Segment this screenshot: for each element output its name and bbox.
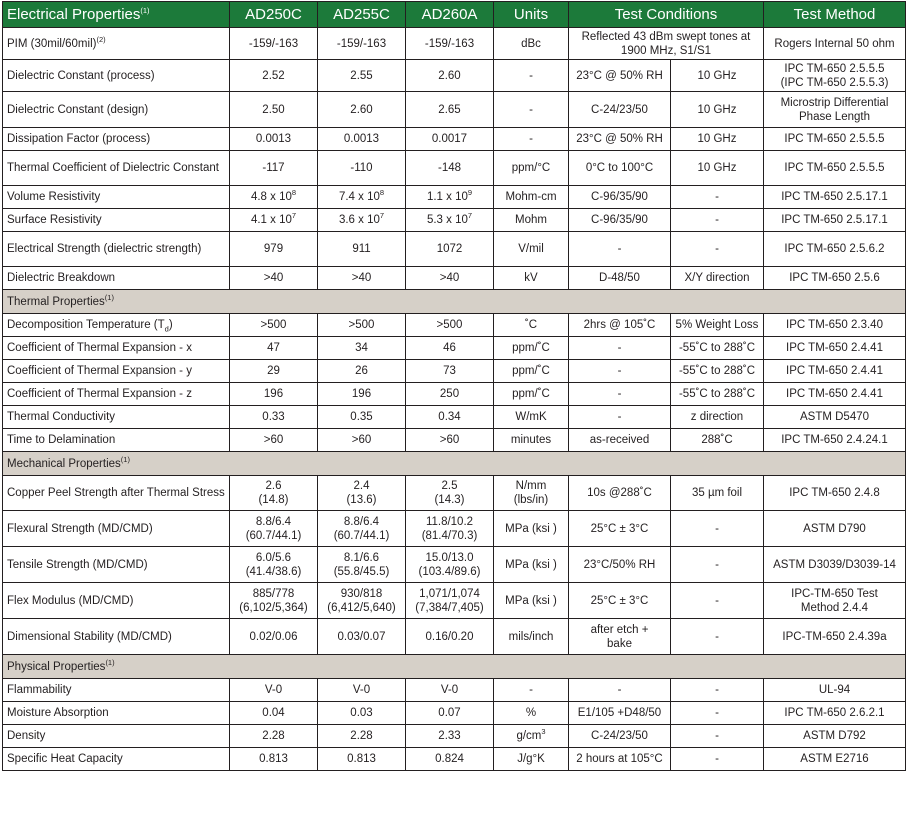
test-condition-2: - (671, 583, 764, 619)
value-ad255c: 2.55 (318, 60, 406, 92)
property-name: Time to Delamination (3, 429, 230, 452)
test-method: IPC-TM-650 Test Method 2.4.4 (764, 583, 906, 619)
test-condition-2: - (671, 547, 764, 583)
value-ad255c: 0.35 (318, 406, 406, 429)
units: W/mK (494, 406, 569, 429)
value-ad255c: 0.03 (318, 702, 406, 725)
value-ad260a: 1.1 x $10^9$ (406, 186, 494, 209)
test-condition-1: - (569, 406, 671, 429)
value-ad260a: >60 (406, 429, 494, 452)
value-ad255c: 2.60 (318, 92, 406, 128)
test-condition-2: 10 GHz (671, 60, 764, 92)
section-header-mechanical: Mechanical Properties$^{(1)}$ (3, 452, 906, 476)
value-ad260a: 73 (406, 360, 494, 383)
value-ad255c: >500 (318, 314, 406, 337)
header-row (3, 2, 906, 28)
test-condition-1: - (569, 679, 671, 702)
units: J/g°K (494, 748, 569, 771)
value-ad255c: >60 (318, 429, 406, 452)
test-condition-1: as-received (569, 429, 671, 452)
value-ad260a: 0.16/0.20 (406, 619, 494, 655)
test-method: IPC TM-650 2.3.40 (764, 314, 906, 337)
test-condition-2: 5% Weight Loss (671, 314, 764, 337)
test-method: IPC TM-650 2.4.41 (764, 360, 906, 383)
property-name: Moisture Absorption (3, 702, 230, 725)
value-ad260a: 15.0/13.0 (103.4/89.6) (406, 547, 494, 583)
test-method: IPC TM-650 2.6.2.1 (764, 702, 906, 725)
test-method: IPC TM-650 2.5.5.5 (IPC TM-650 2.5.5.3) (764, 60, 906, 92)
value-ad250c: >60 (230, 429, 318, 452)
test-method: UL-94 (764, 679, 906, 702)
property-name: Dimensional Stability (MD/CMD) (3, 619, 230, 655)
units: Mohm (494, 209, 569, 232)
table-row (3, 360, 906, 383)
test-condition-2: - (671, 619, 764, 655)
value-ad255c: -110 (318, 151, 406, 186)
test-condition-1: 2 hours at 105°C (569, 748, 671, 771)
table-row (3, 406, 906, 429)
test-method: ASTM D5470 (764, 406, 906, 429)
value-ad255c: 0.0013 (318, 128, 406, 151)
units: N/mm (lbs/in) (494, 476, 569, 511)
property-name: Dielectric Constant (design) (3, 92, 230, 128)
table-row (3, 383, 906, 406)
value-ad260a: 1,071/1,074 (7,384/7,405) (406, 583, 494, 619)
value-ad250c: 2.52 (230, 60, 318, 92)
property-name: Flammability (3, 679, 230, 702)
test-condition-2: 288˚C (671, 429, 764, 452)
value-ad255c: 8.1/6.6 (55.8/45.5) (318, 547, 406, 583)
test-condition-2: -55˚C to 288˚C (671, 383, 764, 406)
value-ad255c: 2.4 (13.6) (318, 476, 406, 511)
value-ad250c: 2.6 (14.8) (230, 476, 318, 511)
value-ad260a: 46 (406, 337, 494, 360)
table-row (3, 511, 906, 547)
units: minutes (494, 429, 569, 452)
test-method: IPC TM-650 2.5.17.1 (764, 186, 906, 209)
property-name: Copper Peel Strength after Thermal Stress (3, 476, 230, 511)
test-condition-1: - (569, 383, 671, 406)
test-condition-1: 23°C/50% RH (569, 547, 671, 583)
value-ad255c: 3.6 x $10^7$ (318, 209, 406, 232)
test-condition-1: 25°C ± 3°C (569, 583, 671, 619)
table-row (3, 476, 906, 511)
table-row (3, 186, 906, 209)
value-ad260a: V-0 (406, 679, 494, 702)
section-header-physical: Physical Properties$^{(1)}$ (3, 655, 906, 679)
value-ad250c: 885/778 (6,102/5,364) (230, 583, 318, 619)
table-row (3, 314, 906, 337)
value-ad255c: -159/-163 (318, 28, 406, 60)
value-ad255c: 2.28 (318, 725, 406, 748)
value-ad255c: 0.03/0.07 (318, 619, 406, 655)
table-row (3, 725, 906, 748)
test-condition-2: - (671, 748, 764, 771)
value-ad250c: 4.8 x $10^8$ (230, 186, 318, 209)
property-name: Flex Modulus (MD/CMD) (3, 583, 230, 619)
test-method: IPC TM-650 2.4.41 (764, 337, 906, 360)
value-ad260a: 2.65 (406, 92, 494, 128)
test-condition-1: D-48/50 (569, 267, 671, 290)
test-condition-2: z direction (671, 406, 764, 429)
property-name: Specific Heat Capacity (3, 748, 230, 771)
units: Mohm-cm (494, 186, 569, 209)
property-name: Dielectric Breakdown (3, 267, 230, 290)
test-condition-1: 23°C @ 50% RH (569, 128, 671, 151)
test-condition-1: 10s @288˚C (569, 476, 671, 511)
units: $g/cm^3$ (494, 725, 569, 748)
test-method: IPC TM-650 2.4.41 (764, 383, 906, 406)
units: ppm/˚C (494, 337, 569, 360)
test-condition-1: C-24/23/50 (569, 725, 671, 748)
test-method: Rogers Internal 50 ohm (764, 28, 906, 60)
test-method: IPC TM-650 2.5.5.5 (764, 128, 906, 151)
value-ad250c: 0.04 (230, 702, 318, 725)
test-condition-2: 35 µm foil (671, 476, 764, 511)
test-condition: Reflected 43 dBm swept tones at 1900 MHz, S1/S1 (569, 28, 764, 60)
property-name: Thermal Conductivity (3, 406, 230, 429)
value-ad255c: V-0 (318, 679, 406, 702)
value-ad255c: 26 (318, 360, 406, 383)
table-row (3, 28, 906, 60)
table-row (3, 429, 906, 452)
property-name: Density (3, 725, 230, 748)
test-condition-1: C-96/35/90 (569, 186, 671, 209)
test-condition-1: 25°C ± 3°C (569, 511, 671, 547)
test-condition-2: - (671, 186, 764, 209)
property-name: Flexural Strength (MD/CMD) (3, 511, 230, 547)
value-ad250c: -117 (230, 151, 318, 186)
test-method: Microstrip Differential Phase Length (764, 92, 906, 128)
property-name: Tensile Strength (MD/CMD) (3, 547, 230, 583)
test-method: ASTM D792 (764, 725, 906, 748)
header-test-conditions: Test Conditions (569, 2, 764, 28)
test-condition-2: X/Y direction (671, 267, 764, 290)
table-row (3, 60, 906, 92)
test-condition-2: - (671, 702, 764, 725)
header-units: Units (494, 2, 569, 28)
units: mils/inch (494, 619, 569, 655)
test-condition-2: -55˚C to 288˚C (671, 360, 764, 383)
test-method: ASTM E2716 (764, 748, 906, 771)
units: MPa (ksi ) (494, 511, 569, 547)
test-condition-1: 2hrs @ 105˚C (569, 314, 671, 337)
test-condition-2: 10 GHz (671, 151, 764, 186)
property-name: Volume Resistivity (3, 186, 230, 209)
value-ad250c: 0.0013 (230, 128, 318, 151)
test-condition-1: - (569, 337, 671, 360)
value-ad250c: 196 (230, 383, 318, 406)
property-name: Decomposition Temperature $(T_d)$ (3, 314, 230, 337)
units: V/mil (494, 232, 569, 267)
value-ad260a: >500 (406, 314, 494, 337)
test-method: IPC TM-650 2.4.24.1 (764, 429, 906, 452)
test-condition-1: 0°C to 100°C (569, 151, 671, 186)
test-condition-1: - (569, 232, 671, 267)
units: - (494, 60, 569, 92)
test-condition-1: C-96/35/90 (569, 209, 671, 232)
units: ppm/˚C (494, 383, 569, 406)
test-condition-1: 23°C @ 50% RH (569, 60, 671, 92)
property-name: Electrical Strength (dielectric strength) (3, 232, 230, 267)
property-name: Dielectric Constant (process) (3, 60, 230, 92)
value-ad250c: 0.813 (230, 748, 318, 771)
table-row (3, 232, 906, 267)
value-ad260a: -159/-163 (406, 28, 494, 60)
table-row (3, 151, 906, 186)
value-ad250c: >40 (230, 267, 318, 290)
property-name: Coefficient of Thermal Expansion - y (3, 360, 230, 383)
units: - (494, 128, 569, 151)
section-header-thermal: Thermal Properties$^{(1)}$ (3, 290, 906, 314)
property-name: Dissipation Factor (process) (3, 128, 230, 151)
header-test-method: Test Method (764, 2, 906, 28)
value-ad250c: 2.28 (230, 725, 318, 748)
table-row (3, 679, 906, 702)
value-ad260a: 5.3 x $10^7$ (406, 209, 494, 232)
value-ad250c: 0.33 (230, 406, 318, 429)
value-ad260a: 0.824 (406, 748, 494, 771)
value-ad260a: 11.8/10.2 (81.4/70.3) (406, 511, 494, 547)
value-ad260a: 250 (406, 383, 494, 406)
test-condition-1: C-24/23/50 (569, 92, 671, 128)
test-condition-2: 10 GHz (671, 128, 764, 151)
value-ad260a: 0.0017 (406, 128, 494, 151)
units: ppm/˚C (494, 360, 569, 383)
table-row (3, 337, 906, 360)
table-row (3, 583, 906, 619)
test-method: ASTM D3039/D3039-14 (764, 547, 906, 583)
test-condition-1: after etch + bake (569, 619, 671, 655)
value-ad260a: 1072 (406, 232, 494, 267)
header-electrical-properties: Electrical Properties$^{(1)}$ (3, 2, 230, 28)
units: MPa (ksi ) (494, 547, 569, 583)
table-row (3, 748, 906, 771)
test-condition-2: -55˚C to 288˚C (671, 337, 764, 360)
value-ad260a: 0.34 (406, 406, 494, 429)
value-ad260a: >40 (406, 267, 494, 290)
table-row (3, 209, 906, 232)
test-method: ASTM D790 (764, 511, 906, 547)
property-name: Coefficient of Thermal Expansion - z (3, 383, 230, 406)
test-method: IPC TM-650 2.5.5.5 (764, 151, 906, 186)
table-row (3, 619, 906, 655)
value-ad255c: 7.4 x $10^8$ (318, 186, 406, 209)
value-ad255c: 930/818 (6,412/5,640) (318, 583, 406, 619)
test-condition-2: - (671, 679, 764, 702)
value-ad255c: 911 (318, 232, 406, 267)
property-name: Thermal Coefficient of Dielectric Constant (3, 151, 230, 186)
value-ad250c: 6.0/5.6 (41.4/38.6) (230, 547, 318, 583)
value-ad250c: 979 (230, 232, 318, 267)
test-method: IPC TM-650 2.4.8 (764, 476, 906, 511)
test-method: IPC-TM-650 2.4.39a (764, 619, 906, 655)
units: - (494, 92, 569, 128)
value-ad255c: 34 (318, 337, 406, 360)
header-ad260a: AD260A (406, 2, 494, 28)
value-ad250c: 8.8/6.4 (60.7/44.1) (230, 511, 318, 547)
test-method: IPC TM-650 2.5.6 (764, 267, 906, 290)
table-row (3, 128, 906, 151)
property-name: Coefficient of Thermal Expansion - x (3, 337, 230, 360)
value-ad255c: >40 (318, 267, 406, 290)
value-ad260a: 2.5 (14.3) (406, 476, 494, 511)
value-ad260a: 2.60 (406, 60, 494, 92)
units: % (494, 702, 569, 725)
table-row (3, 267, 906, 290)
property-name: PIM $(30mil/60mil)^{(2)}$ (3, 28, 230, 60)
property-name: Surface Resistivity (3, 209, 230, 232)
value-ad260a: 2.33 (406, 725, 494, 748)
value-ad255c: 196 (318, 383, 406, 406)
test-condition-2: - (671, 725, 764, 748)
units: kV (494, 267, 569, 290)
test-condition-2: - (671, 209, 764, 232)
test-condition-1: - (569, 360, 671, 383)
header-ad250c: AD250C (230, 2, 318, 28)
table-row (3, 547, 906, 583)
test-condition-1: E1/105 +D48/50 (569, 702, 671, 725)
test-method: IPC TM-650 2.5.6.2 (764, 232, 906, 267)
value-ad250c: 29 (230, 360, 318, 383)
value-ad250c: 4.1 x $10^7$ (230, 209, 318, 232)
units: - (494, 679, 569, 702)
value-ad255c: 8.8/6.4 (60.7/44.1) (318, 511, 406, 547)
value-ad250c: 47 (230, 337, 318, 360)
units: MPa (ksi ) (494, 583, 569, 619)
value-ad250c: V-0 (230, 679, 318, 702)
units: ˚C (494, 314, 569, 337)
value-ad250c: 0.02/0.06 (230, 619, 318, 655)
value-ad260a: -148 (406, 151, 494, 186)
value-ad250c: 2.50 (230, 92, 318, 128)
test-condition-2: - (671, 511, 764, 547)
test-condition-2: - (671, 232, 764, 267)
table-row (3, 92, 906, 128)
units: ppm/°C (494, 151, 569, 186)
test-method: IPC TM-650 2.5.17.1 (764, 209, 906, 232)
table-row (3, 702, 906, 725)
test-condition-2: 10 GHz (671, 92, 764, 128)
units: dBc (494, 28, 569, 60)
value-ad255c: 0.813 (318, 748, 406, 771)
value-ad250c: -159/-163 (230, 28, 318, 60)
value-ad260a: 0.07 (406, 702, 494, 725)
header-ad255c: AD255C (318, 2, 406, 28)
value-ad250c: >500 (230, 314, 318, 337)
properties-table (2, 1, 906, 771)
